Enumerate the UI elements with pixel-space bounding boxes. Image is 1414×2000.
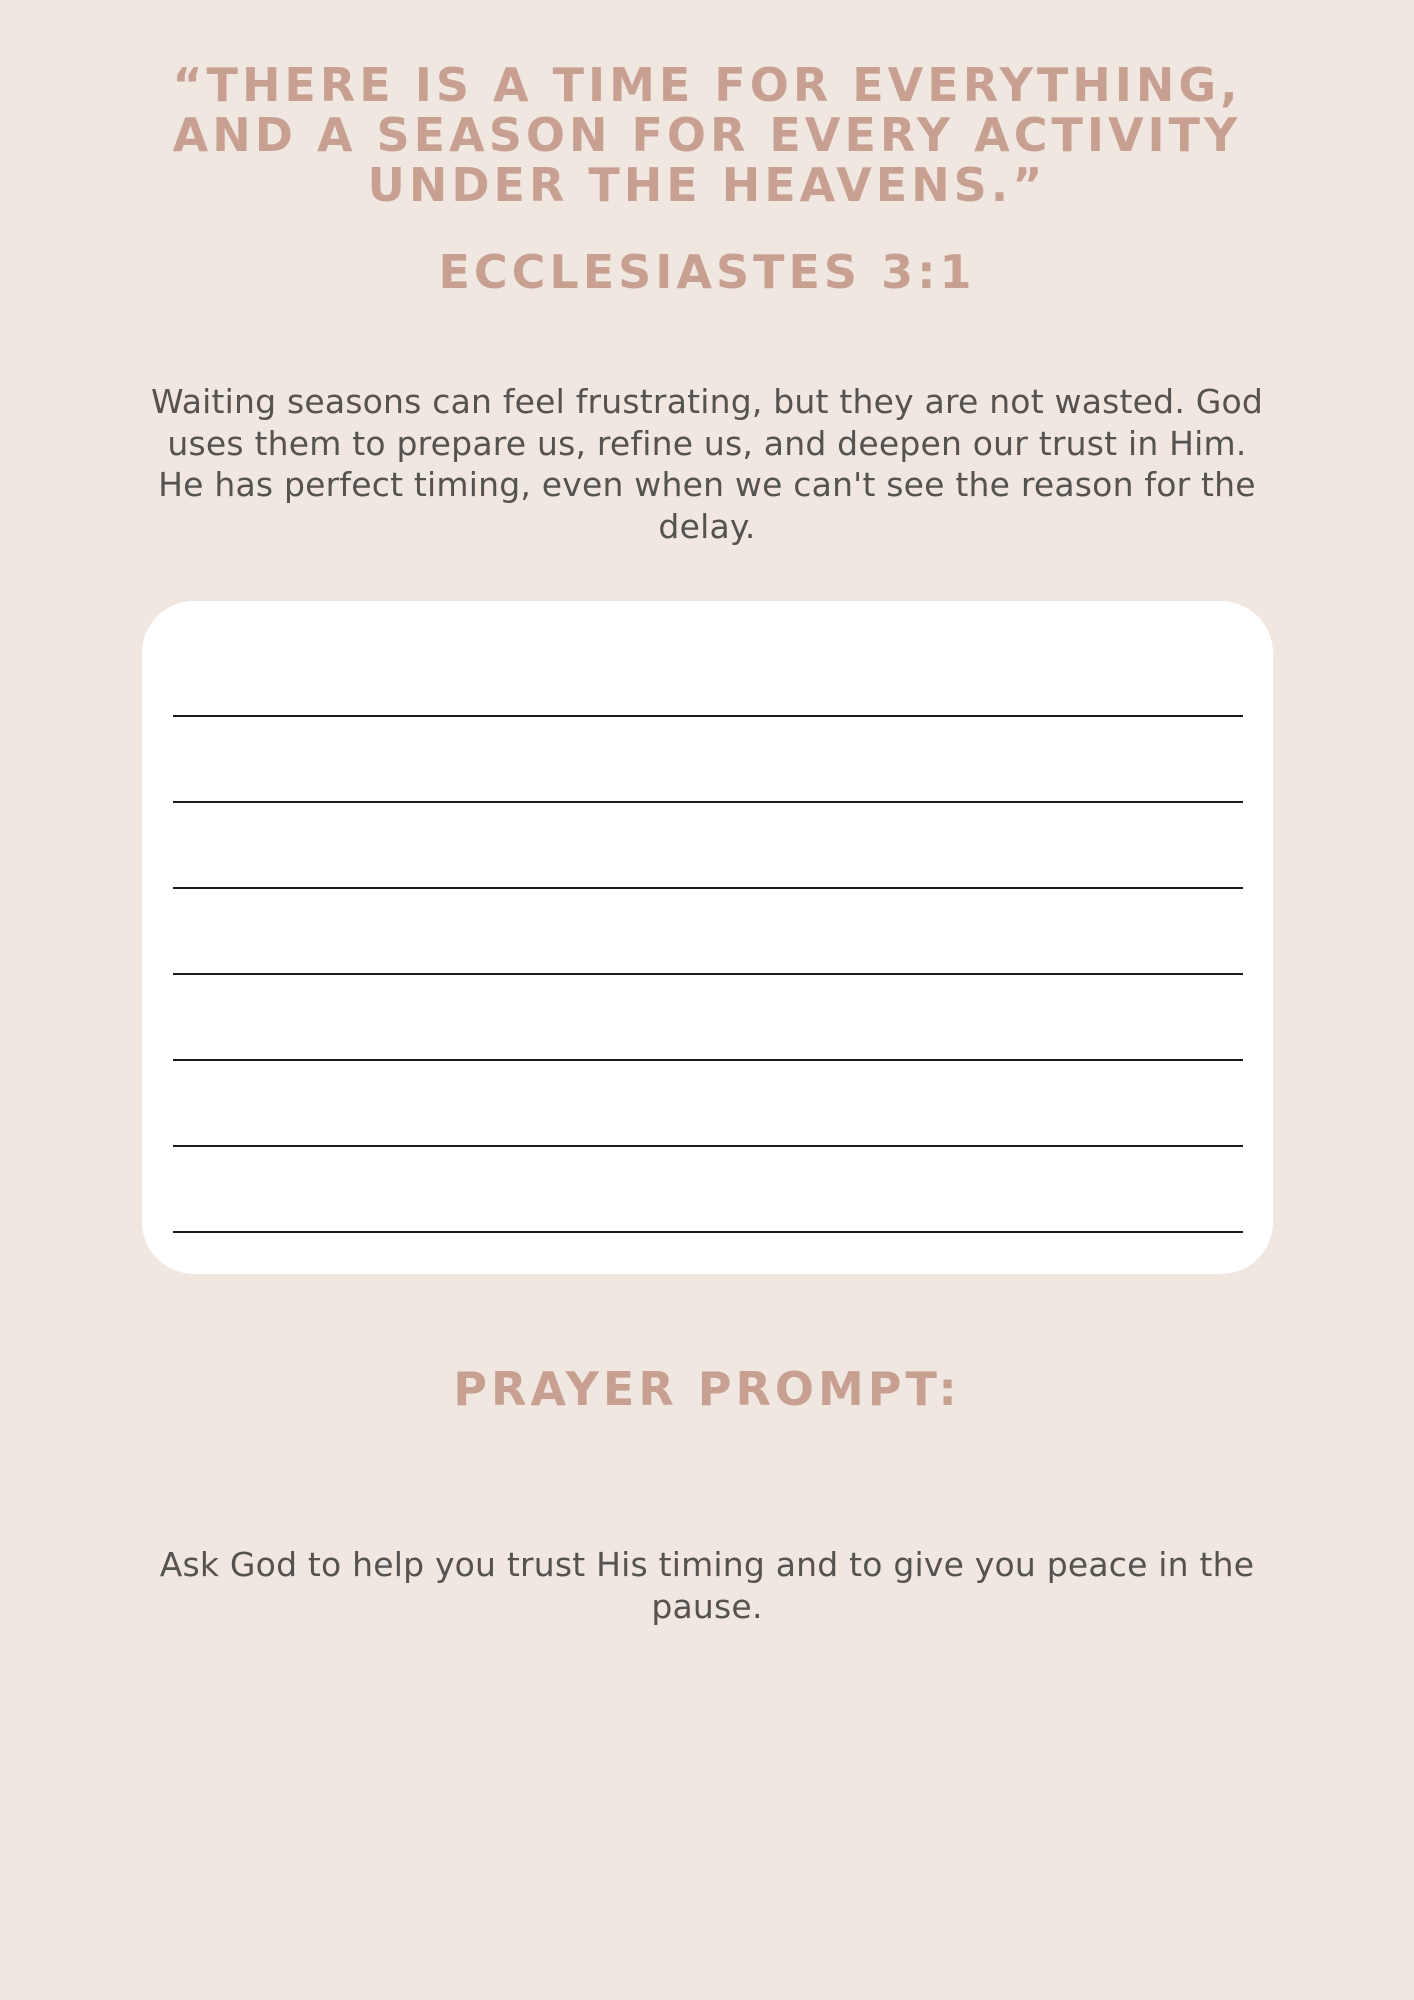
scripture-reference: ECCLESIASTES 3:1 [438,245,976,299]
writing-line [173,715,1243,717]
writing-line [173,1059,1243,1061]
prayer-line: pause. [651,1586,763,1626]
prayer-line: Ask God to help you trust His timing and to give you peace in the [159,1545,1255,1584]
prayer-prompt-heading: PRAYER PROMPT: [453,1362,961,1416]
reflection-line: He has perfect timing, even when we can't see the reason for the [158,465,1256,504]
reflection-line: Waiting seasons can feel frustrating, but they are not wasted. God [150,382,1264,421]
quote-line: UNDER THE HEAVENS.” [367,158,1047,212]
quote-line: “THERE IS A TIME FOR EVERYTHING, [172,58,1242,112]
writing-line [173,1145,1243,1147]
quote-line: AND A SEASON FOR EVERY ACTIVITY [172,108,1242,162]
journal-writing-box[interactable] [142,601,1273,1274]
writing-line [173,1231,1243,1233]
scripture-quote [100,60,1314,210]
writing-line [173,887,1243,889]
writing-line [173,973,1243,975]
reflection-text [100,381,1314,547]
writing-line [173,801,1243,803]
prayer-prompt-text [100,1544,1314,1627]
reflection-line: uses them to prepare us, refine us, and deepen our trust in Him. [167,423,1247,463]
reflection-line: delay. [658,506,756,546]
